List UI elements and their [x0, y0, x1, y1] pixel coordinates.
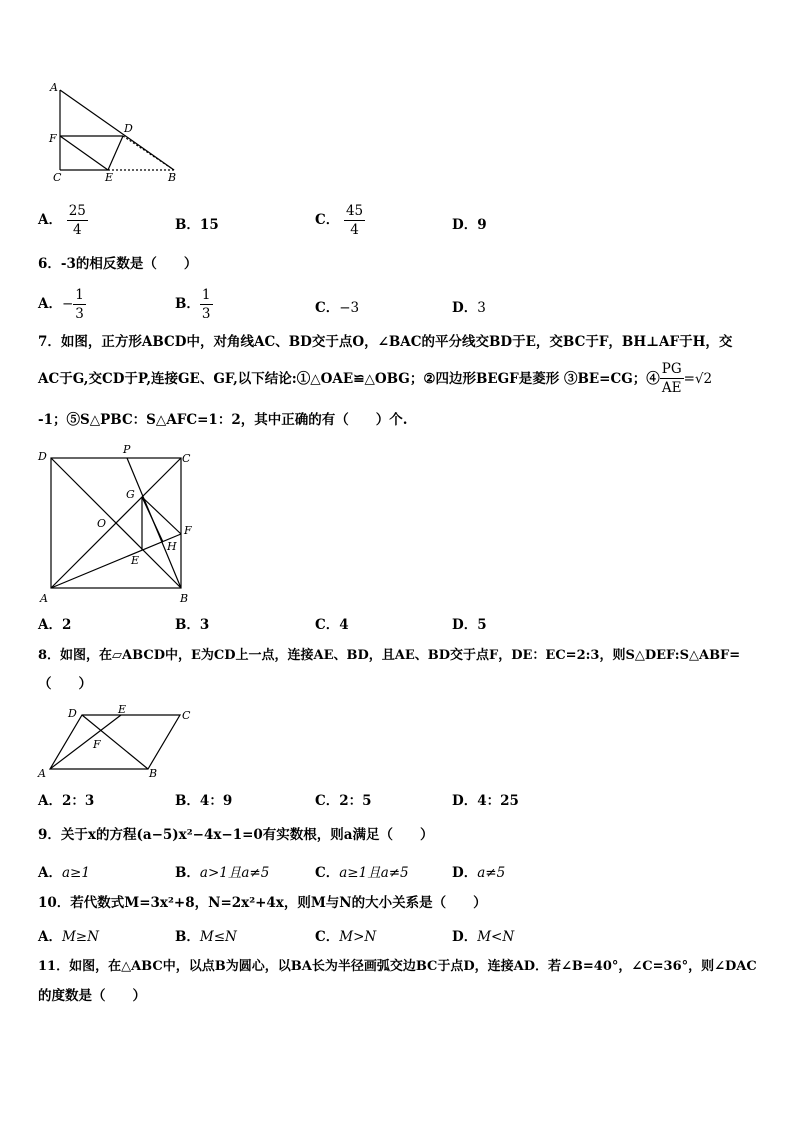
option-text: 5 — [477, 617, 487, 633]
option-letter: C． — [315, 212, 340, 228]
q5-figure — [44, 80, 194, 185]
option-letter: B． — [175, 929, 200, 945]
option-text: a≥1且a≠5 — [339, 865, 409, 881]
q7-label-C: C — [182, 452, 191, 465]
option-letter: A． — [38, 296, 62, 312]
numerator: 1 — [75, 287, 84, 303]
option-text: 4：9 — [199, 793, 233, 809]
q5-label-A: A — [50, 81, 58, 94]
q10-option-b[interactable] — [175, 925, 237, 945]
option-letter: D． — [452, 929, 478, 945]
q8-line2: （ ） — [38, 676, 92, 692]
option-text: 2：3 — [61, 793, 95, 809]
q8-label-C: C — [182, 709, 191, 722]
q5-label-E: E — [105, 171, 114, 184]
option-letter: A． — [38, 212, 62, 228]
option-letter: C． — [315, 865, 340, 881]
q7-line2 — [38, 360, 712, 397]
option-letter: B． — [175, 617, 200, 633]
q10-option-a[interactable] — [38, 925, 99, 945]
q5-option-d[interactable] — [452, 213, 487, 233]
option-text: a>1且a≠5 — [199, 865, 270, 881]
q5-label-C: C — [53, 171, 62, 184]
numerator: 25 — [68, 203, 86, 219]
option-letter: D． — [452, 793, 478, 809]
option-letter: D． — [452, 865, 478, 881]
q6-stem: 6．-3的相反数是（ ） — [38, 256, 198, 272]
option-text: M>N — [339, 929, 377, 945]
q7-label-P: P — [123, 443, 131, 456]
q7-label-O: O — [97, 517, 107, 530]
q5-label-B: B — [168, 171, 177, 184]
q8-line1: 8．如图，在▱ABCD中，E为CD上一点，连接AE、BD，且AE、BD交于点F，DE：EC=2:3，则S△DEF:S△ABF= — [38, 648, 741, 663]
q7-label-E: E — [131, 554, 140, 567]
denominator: 4 — [72, 222, 82, 238]
option-letter: C． — [315, 793, 340, 809]
q9-option-a[interactable] — [38, 861, 90, 881]
option-text: 9 — [477, 217, 487, 233]
q6-option-b[interactable] — [175, 286, 213, 323]
q9-stem: 9．关于x的方程(a−5)x²−4x−1=0有实数根，则a满足（ ） — [38, 827, 434, 843]
option-text: 4：25 — [477, 793, 519, 809]
q7-option-c[interactable] — [315, 613, 349, 633]
option-text: M<N — [477, 929, 515, 945]
q8-option-c[interactable] — [315, 789, 372, 809]
fraction — [344, 202, 365, 239]
q7-option-b[interactable] — [175, 613, 209, 633]
q7-line1: 7．如图，正方形ABCD中，对角线AC、BD交于点O，∠BAC的平分线交BD于E，交BC于F，BH⊥AF于H，交 — [38, 334, 733, 350]
denominator: AE — [661, 380, 682, 396]
numerator: 1 — [201, 287, 211, 303]
option-letter: A． — [38, 617, 62, 633]
q5-option-b[interactable] — [175, 213, 219, 233]
q7-label-G: G — [126, 488, 135, 501]
q8-figure — [34, 702, 204, 782]
option-text: 15 — [199, 217, 219, 233]
q9-option-c[interactable] — [315, 861, 409, 881]
denominator: 3 — [201, 306, 211, 322]
q8-option-d[interactable] — [452, 789, 519, 809]
numerator: 45 — [345, 203, 364, 219]
numerator: PG — [661, 361, 682, 377]
fraction-pg-ae — [660, 360, 684, 397]
option-text: a≥1 — [61, 865, 90, 881]
fraction — [67, 202, 88, 239]
q10-option-d[interactable] — [452, 925, 514, 945]
option-letter: B． — [175, 217, 200, 233]
option-letter: B． — [175, 865, 200, 881]
option-text: 2：5 — [339, 793, 372, 809]
option-letter: C． — [315, 300, 340, 316]
q8-option-a[interactable] — [38, 789, 94, 809]
q5-label-D: D — [124, 122, 133, 135]
option-letter: A． — [38, 793, 62, 809]
option-letter: D． — [452, 300, 478, 316]
minus-sign: − — [61, 296, 74, 312]
q9-option-b[interactable] — [175, 861, 269, 881]
option-text: 4 — [339, 617, 349, 633]
q7-label-B: B — [180, 592, 189, 605]
q8-label-D: D — [68, 707, 77, 720]
q10-option-c[interactable] — [315, 925, 376, 945]
q10-stem: 10．若代数式M=3x²+8，N=2x²+4x，则M与N的大小关系是（ ） — [38, 895, 487, 911]
q7-line2-text: AC于G,交CD于P,连接GE、GF,以下结论:①△OAE≌△OBG；②四边形BEGF是菱形 ③BE=CG；④ — [38, 370, 660, 387]
q8-label-E: E — [118, 703, 127, 716]
q5-label-F: F — [49, 132, 57, 145]
option-letter: D． — [452, 617, 478, 633]
q7-label-H: H — [167, 540, 177, 553]
q7-option-d[interactable] — [452, 613, 487, 633]
option-text: 3 — [199, 617, 210, 633]
q5-option-c[interactable] — [315, 202, 365, 239]
q8-label-F: F — [93, 738, 101, 751]
q6-option-d[interactable] — [452, 296, 486, 316]
q7-figure — [34, 440, 204, 608]
fraction — [73, 286, 86, 323]
q5-option-a[interactable] — [38, 202, 88, 239]
option-text: M≤N — [199, 929, 237, 945]
option-text: M≥N — [61, 929, 99, 945]
q6-option-a[interactable] — [38, 286, 86, 323]
option-text: a≠5 — [477, 865, 506, 881]
q7-line3: -1；⑤S△PBC：S△AFC=1：2，其中正确的有（ ）个. — [38, 412, 408, 428]
option-letter: C． — [315, 929, 340, 945]
q7-label-D: D — [38, 450, 47, 463]
option-letter: A． — [38, 865, 62, 881]
q6-option-c[interactable] — [315, 296, 359, 316]
q9-option-d[interactable] — [452, 861, 505, 881]
option-text: −3 — [339, 300, 360, 316]
q8-option-b[interactable] — [175, 789, 232, 809]
denominator: 4 — [350, 222, 359, 238]
q11-line1: 11．如图，在△ABC中，以点B为圆心，以BA长为半径画弧交边BC于点D，连接AD．若∠B=40°，∠C=36°，则∠DAC — [38, 959, 757, 974]
q8-label-A: A — [38, 767, 46, 780]
fraction — [200, 286, 213, 323]
q11-line2: 的度数是（ ） — [38, 988, 146, 1004]
option-text: 3 — [477, 300, 486, 316]
q7-option-a[interactable] — [38, 613, 71, 633]
q7-label-F: F — [184, 524, 192, 537]
option-letter: B． — [175, 296, 200, 312]
option-text: 2 — [61, 617, 72, 633]
option-letter: D． — [452, 217, 478, 233]
q7-label-A: A — [40, 592, 48, 605]
q8-label-B: B — [149, 767, 158, 780]
option-letter: B． — [175, 793, 200, 809]
q7-line2-tail: =√2 — [683, 370, 713, 387]
option-letter: C． — [315, 617, 340, 633]
denominator: 3 — [75, 306, 84, 322]
option-letter: A． — [38, 929, 62, 945]
